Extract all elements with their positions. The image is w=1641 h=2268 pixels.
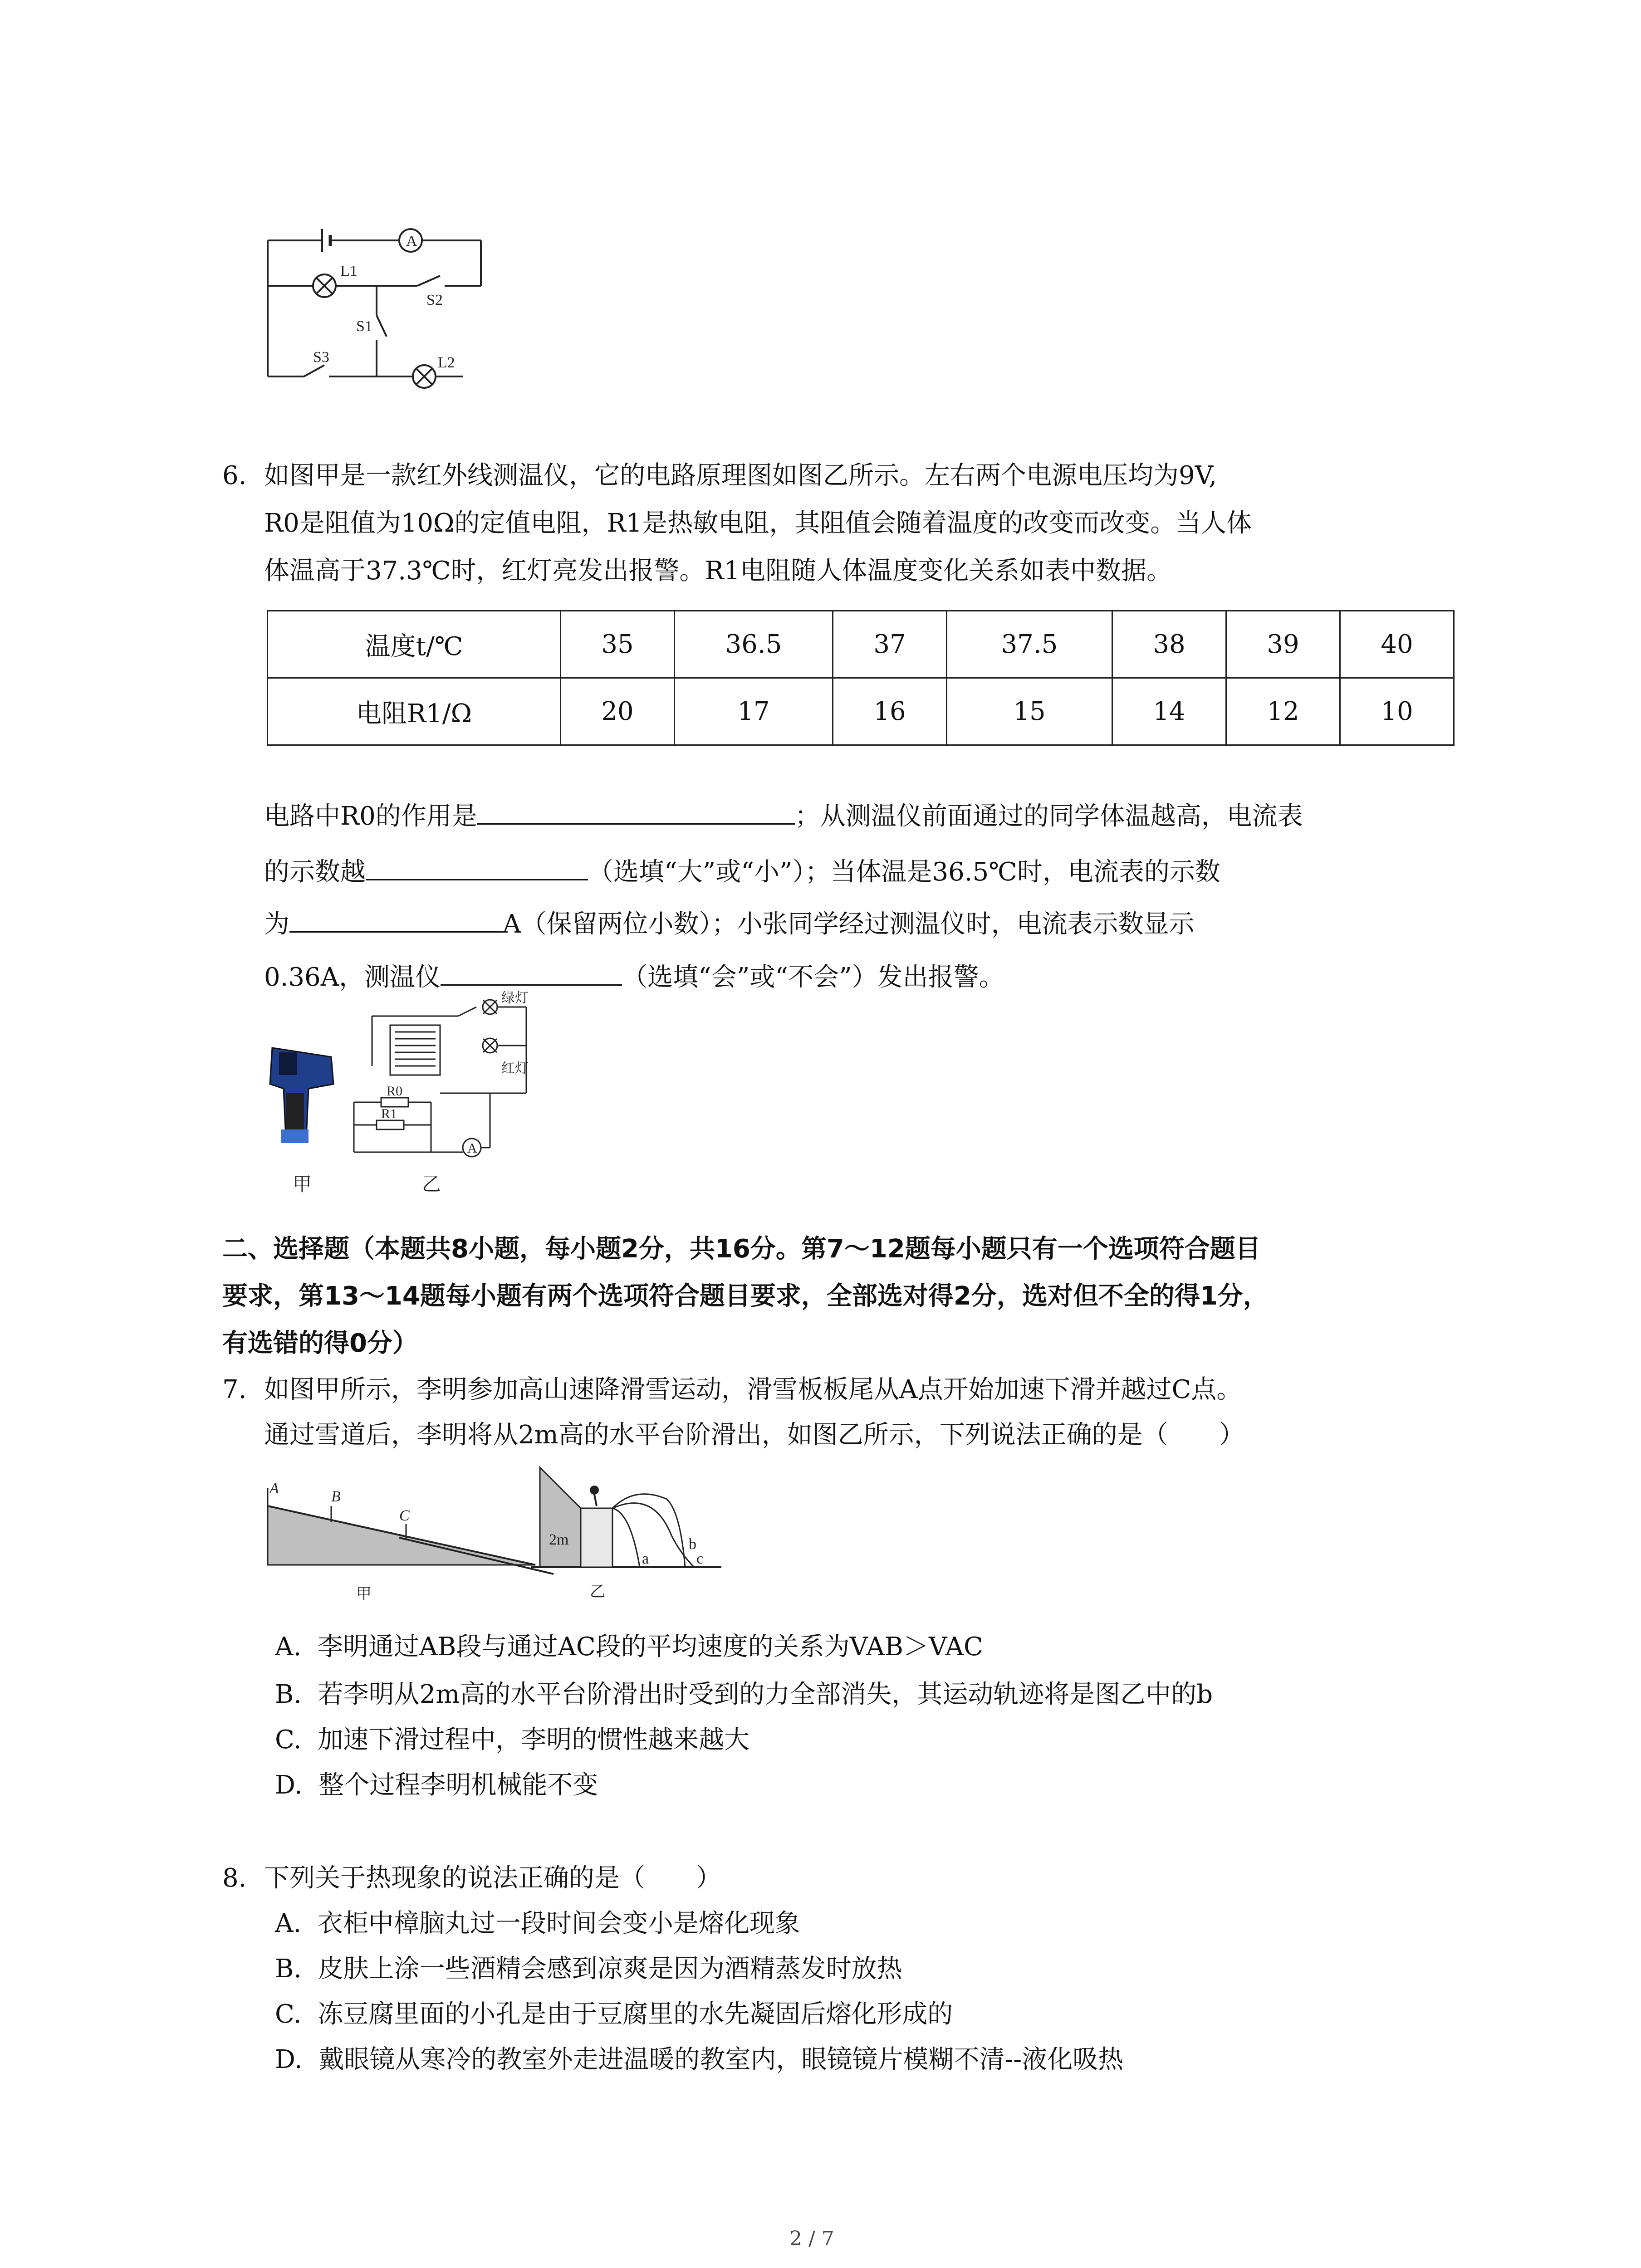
platform-jump-figure xyxy=(522,1458,740,1617)
option-key: B. xyxy=(275,1680,302,1709)
option-key: C. xyxy=(275,1725,302,1755)
r0-label: R0 xyxy=(387,1084,403,1099)
q6-answer-blank-4[interactable] xyxy=(441,957,622,986)
figure-label-yi-7: 乙 xyxy=(590,1584,605,1600)
q6-stem-line2: R0是阻值为10Ω的定值电阻，R1是热敏电阻，其阻值会随着温度的改变而改变。当人体 xyxy=(264,508,1252,538)
table-cell: 36.5 xyxy=(675,611,833,678)
q7-stem-line1: 如图甲所示，李明参加高山速降滑雪运动，滑雪板板尾从A点开始加速下滑并越过C点。 xyxy=(264,1375,1242,1404)
table-cell: 12 xyxy=(1226,678,1340,745)
point-a-label: A xyxy=(269,1483,279,1497)
figure-label-jia-7: 甲 xyxy=(356,1586,372,1603)
s1-label: S1 xyxy=(356,318,372,335)
q7-option-b[interactable] xyxy=(275,1678,1213,1711)
l2-label: L2 xyxy=(438,354,455,371)
point-b-label: B xyxy=(331,1488,341,1505)
q6-fill-text: 电路中R0的作用是 xyxy=(264,802,477,831)
option-key: A. xyxy=(275,1632,302,1662)
option-text: 衣柜中樟脑丸过一段时间会变小是熔化现象 xyxy=(317,1909,800,1938)
table-cell: 14 xyxy=(1112,678,1226,745)
q6-fill-line2 xyxy=(264,852,1220,889)
alarm-ammeter-label: A xyxy=(467,1141,477,1156)
option-key: D. xyxy=(275,2045,303,2074)
s2-label: S2 xyxy=(426,292,443,308)
q6-number: 6. xyxy=(222,461,247,490)
q6-fill-text: 为 xyxy=(264,909,289,939)
trajectory-c-label: c xyxy=(696,1550,704,1567)
figure-label-jia: 甲 xyxy=(293,1174,312,1195)
q8-option-d[interactable] xyxy=(275,2043,1123,2076)
l1-label: L1 xyxy=(340,263,358,279)
option-key: A. xyxy=(275,1909,302,1938)
figure-label-yi: 乙 xyxy=(422,1174,441,1195)
q6-fill-text: 0.36A，测温仪 xyxy=(264,963,441,992)
q6-fill-text: （选填“大”或“小”）；当体温是36.5℃时，电流表的示数 xyxy=(588,857,1220,887)
circuit-diagram-q5 xyxy=(263,218,499,399)
table-row-temperature xyxy=(268,611,1454,678)
q6-fill-line4 xyxy=(264,957,1004,994)
option-key: D. xyxy=(275,1770,303,1800)
alarm-circuit-figure xyxy=(345,989,558,1202)
q7-option-c[interactable] xyxy=(275,1724,749,1756)
table-cell: 17 xyxy=(675,678,833,745)
q8-option-c[interactable] xyxy=(275,1998,953,2031)
q8-number: 8. xyxy=(222,1863,247,1893)
q6-fill-text: ；从测温仪前面通过的同学体温越高，电流表 xyxy=(794,802,1303,831)
option-text: 冻豆腐里面的小孔是由于豆腐里的水先凝固后熔化形成的 xyxy=(318,1999,953,2029)
q6-stem-line3: 体温高于37.3℃时，红灯亮发出报警。R1电阻随人体温度变化关系如表中数据。 xyxy=(264,556,1172,586)
table-cell: 16 xyxy=(833,678,947,745)
q6-fill-line3 xyxy=(264,904,1194,941)
red-lamp-label: 红灯 xyxy=(501,1061,529,1076)
table-header-temperature: 温度t/℃ xyxy=(268,611,561,678)
table-cell: 37 xyxy=(833,611,947,678)
q6-answer-blank-2[interactable] xyxy=(366,852,588,880)
q8-option-a[interactable] xyxy=(275,1907,800,1940)
resistance-temperature-table xyxy=(267,610,1455,746)
q6-fill-line1 xyxy=(264,796,1303,833)
q7-option-a[interactable] xyxy=(275,1631,983,1663)
table-cell: 15 xyxy=(947,678,1112,745)
q8-option-b[interactable] xyxy=(275,1953,902,1985)
trajectory-a-label: a xyxy=(642,1550,649,1567)
q6-answer-blank-1[interactable] xyxy=(477,796,795,825)
trajectory-b-label: b xyxy=(689,1536,696,1553)
q6-fill-text: 的示数越 xyxy=(264,857,366,887)
table-cell: 39 xyxy=(1226,611,1340,678)
table-cell: 10 xyxy=(1340,678,1454,745)
height-label: 2m xyxy=(549,1531,569,1548)
q6-answer-blank-3[interactable] xyxy=(289,904,503,933)
q7-option-d[interactable] xyxy=(275,1769,598,1802)
option-text: 戴眼镜从寒冷的教室外走进温暖的教室内，眼镜镜片模糊不清--液化吸热 xyxy=(318,2045,1124,2074)
ammeter-label: A xyxy=(406,233,417,249)
ski-slope-figure xyxy=(263,1483,563,1606)
section2-heading-line2: 要求，第13～14题每小题有两个选项符合题目要求，全部选对得2分，选对但不全的得1分， xyxy=(222,1281,1269,1311)
option-key: B. xyxy=(275,1954,302,1984)
section2-heading-line1: 二、选择题（本题共8小题，每小题2分，共16分。第7～12题每小题只有一个选项符合题目 xyxy=(222,1234,1261,1264)
option-text: 加速下滑过程中，李明的惯性越来越大 xyxy=(318,1725,750,1755)
page-number: 2 / 7 xyxy=(789,2227,834,2250)
table-cell: 38 xyxy=(1112,611,1226,678)
q6-stem-line1: 如图甲是一款红外线测温仪，它的电路原理图如图乙所示。左右两个电源电压均为9V, xyxy=(264,461,1217,490)
section2-heading-line3: 有选错的得0分） xyxy=(222,1329,418,1358)
option-text: 李明通过AB段与通过AC段的平均速度的关系为VAB＞VAC xyxy=(317,1632,983,1662)
r1-label: R1 xyxy=(381,1106,397,1121)
table-cell: 35 xyxy=(561,611,675,678)
q6-fill-text: （选填“会”或“不会”）发出报警。 xyxy=(622,963,1004,992)
table-cell: 40 xyxy=(1340,611,1454,678)
table-cell: 37.5 xyxy=(947,611,1112,678)
table-row-resistance xyxy=(268,678,1454,745)
q8-stem: 下列关于热现象的说法正确的是（ ） xyxy=(264,1863,721,1893)
s3-label: S3 xyxy=(313,349,329,366)
option-text: 若李明从2m高的水平台阶滑出时受到的力全部消失，其运动轨迹将是图乙中的b xyxy=(318,1680,1213,1709)
green-lamp-label: 绿灯 xyxy=(501,991,529,1006)
option-text: 整个过程李明机械能不变 xyxy=(318,1770,598,1800)
thermometer-gun-figure xyxy=(254,1039,345,1202)
q7-number: 7. xyxy=(222,1375,247,1404)
option-key: C. xyxy=(275,1999,302,2029)
q6-fill-text: A（保留两位小数）；小张同学经过测温仪时，电流表示数显示 xyxy=(503,909,1195,939)
q7-stem-line2: 通过雪道后，李明将从2m高的水平台阶滑出，如图乙所示，下列说法正确的是（ ） xyxy=(264,1420,1244,1450)
table-cell: 20 xyxy=(561,678,675,745)
table-header-resistance: 电阻R1/Ω xyxy=(268,678,561,745)
point-c-label: C xyxy=(399,1507,410,1524)
option-text: 皮肤上涂一些酒精会感到凉爽是因为酒精蒸发时放热 xyxy=(318,1954,902,1984)
